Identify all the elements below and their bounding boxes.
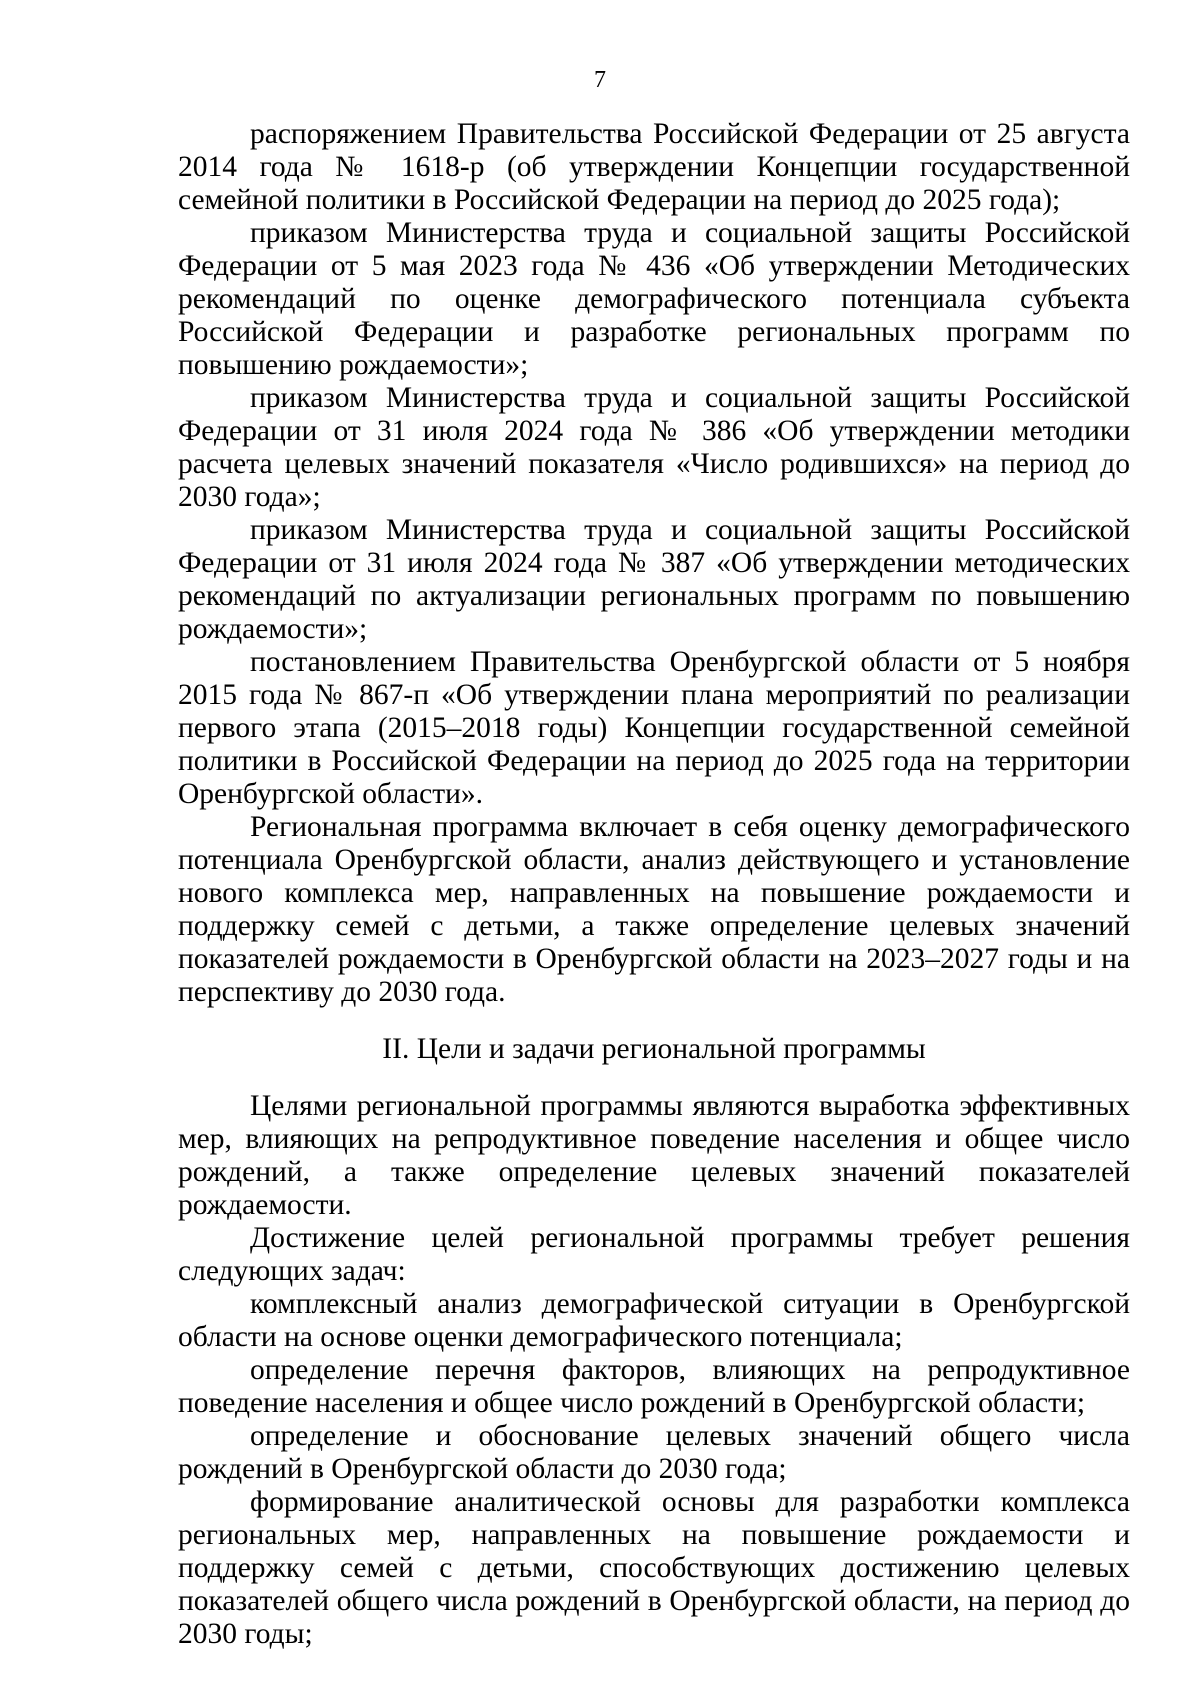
paragraph: приказом Министерства труда и социальной защиты Российской Федерации от 5 мая 2023 года № 436 «Об утверждении Методических рекомендаций по оценке демографического потенциала субъекта Российской Федерации и разработке региональных программ по повышению рождаемости»; <box>178 217 1130 381</box>
section-heading: II. Цели и задачи региональной программы <box>382 1033 926 1065</box>
paragraph: комплексный анализ демографической ситуации в Оренбургской области на основе оценки демографического потенциала; <box>178 1288 1130 1353</box>
document-body <box>178 118 1130 1651</box>
paragraph: определение перечня факторов, влияющих на репродуктивное поведение населения и общее число рождений в Оренбургской области; <box>178 1354 1130 1419</box>
paragraph: постановлением Правительства Оренбургской области от 5 ноября 2015 года № 867-п «Об утверждении плана мероприятий по реализации первого этапа (2015–2018 годы) Концепции государственной семейной политики в Российской Федерации на период до 2025 года на территории Оренбургской области». <box>178 646 1130 810</box>
paragraph: Целями региональной программы являются выработка эффективных мер, влияющих на репродуктивное поведение населения и общее число рождений, а также определение целевых значений показателей рождаемости. <box>178 1090 1130 1221</box>
paragraph: приказом Министерства труда и социальной защиты Российской Федерации от 31 июля 2024 года № 387 «Об утверждении методических рекомендаций по актуализации региональных программ по повышению рождаемости»; <box>178 514 1130 645</box>
paragraph: формирование аналитической основы для разработки комплекса региональных мер, направленных на повышение рождаемости и поддержку семей с детьми, способствующих достижению целевых показателей общего числа рождений в Оренбургской области, на период до 2030 годы; <box>178 1486 1130 1650</box>
paragraph: Региональная программа включает в себя оценку демографического потенциала Оренбургской области, анализ действующего и установление нового комплекса мер, направленных на повышение рождаемости и поддержку семей с детьми, а также определение целевых значений показателей рождаемости в Оренбургской области на 2023–2027 годы и на перспективу до 2030 года. <box>178 811 1130 1008</box>
paragraph: распоряжением Правительства Российской Федерации от 25 августа 2014 года № 1618-р (об утверждении Концепции государственной семейной политики в Российской Федерации на период до 2025 года); <box>178 118 1130 216</box>
paragraph: Достижение целей региональной программы требует решения следующих задач: <box>178 1222 1130 1287</box>
paragraph: определение и обоснование целевых значений общего числа рождений в Оренбургской области до 2030 года; <box>178 1420 1130 1485</box>
page-number: 7 <box>594 67 606 93</box>
paragraph: приказом Министерства труда и социальной защиты Российской Федерации от 31 июля 2024 года № 386 «Об утверждении методики расчета целевых значений показателя «Число родившихся» на период до 2030 года»; <box>178 382 1130 513</box>
